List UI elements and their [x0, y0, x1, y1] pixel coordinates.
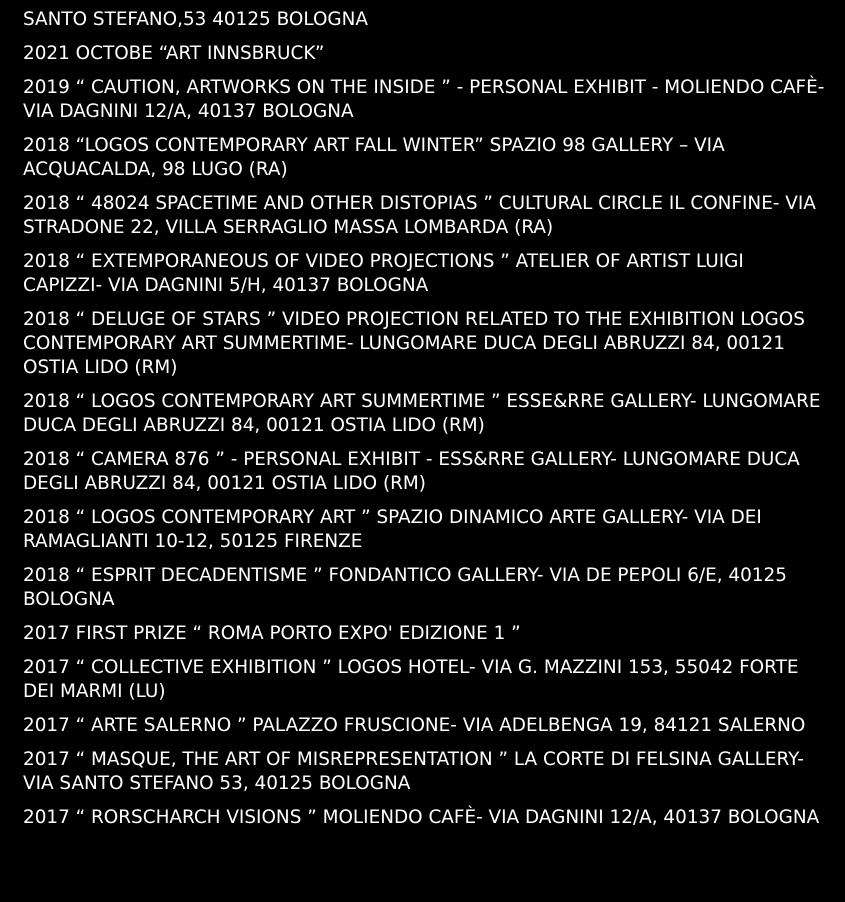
exhibition-list — [23, 8, 828, 830]
list-item: 2017 FIRST PRIZE “ ROMA PORTO EXPO' EDIZIONE 1 ” — [23, 623, 521, 644]
list-item: 2017 “ MASQUE, THE ART OF MISREPRESENTATION ” LA CORTE DI FELSINA GALLERY- VIA SANTO STEFANO 53, 40125 BOLOGNA — [23, 749, 804, 794]
list-item: 2017 “ ARTE SALERNO ” PALAZZO FRUSCIONE- VIA ADELBENGA 19, 84121 SALERNO — [23, 715, 806, 736]
list-item: 2018 “ DELUGE OF STARS ” VIDEO PROJECTION RELATED TO THE EXHIBITION LOGOS CONTEMPORARY ART SUMMERTIME- LUNGOMARE DUCA DEGLI ABRUZZI 84, 00121 OSTIA LIDO (RM) — [23, 309, 805, 378]
list-item: 2018 “ ESPRIT DECADENTISME ” FONDANTICO GALLERY- VIA DE PEPOLI 6/E, 40125 BOLOGNA — [23, 565, 787, 610]
list-item: 2017 “ COLLECTIVE EXHIBITION ” LOGOS HOTEL- VIA G. MAZZINI 153, 55042 FORTE DEI MARMI (LU) — [23, 657, 799, 702]
list-item: 2018 “ EXTEMPORANEOUS OF VIDEO PROJECTIONS ” ATELIER OF ARTIST LUIGI CAPIZZI- VIA DAGNINI 5/H, 40137 BOLOGNA — [23, 251, 744, 296]
list-item: SANTO STEFANO,53 40125 BOLOGNA — [23, 9, 369, 30]
list-item: 2019 “ CAUTION, ARTWORKS ON THE INSIDE ” - PERSONAL EXHIBIT - MOLIENDO CAFÈ- VIA DAGNINI 12/A, 40137 BOLOGNA — [23, 77, 825, 122]
list-item: 2018 “ CAMERA 876 ” - PERSONAL EXHIBIT - ESS&RRE GALLERY- LUNGOMARE DUCA DEGLI ABRUZZI 84, 00121 OSTIA LIDO (RM) — [23, 449, 800, 494]
list-item: 2018 “ LOGOS CONTEMPORARY ART ” SPAZIO DINAMICO ARTE GALLERY- VIA DEI RAMAGLIANTI 10-12, 50125 FIRENZE — [23, 507, 762, 552]
list-item: 2018 “ LOGOS CONTEMPORARY ART SUMMERTIME ” ESSE&RRE GALLERY- LUNGOMARE DUCA DEGLI ABRUZZI 84, 00121 OSTIA LIDO (RM) — [23, 391, 821, 436]
list-item: 2021 OCTOBE “ART INNSBRUCK” — [23, 43, 325, 64]
list-item: 2017 “ RORSCHARCH VISIONS ” MOLIENDO CAFÈ- VIA DAGNINI 12/A, 40137 BOLOGNA — [23, 807, 820, 828]
list-item: 2018 “ 48024 SPACETIME AND OTHER DISTOPIAS ” CULTURAL CIRCLE IL CONFINE- VIA STRADONE 22, VILLA SERRAGLIO MASSA LOMBARDA (RA) — [23, 193, 816, 238]
list-item: 2018 “LOGOS CONTEMPORARY ART FALL WINTER” SPAZIO 98 GALLERY – VIA ACQUACALDA, 98 LUGO (RA) — [23, 135, 725, 180]
